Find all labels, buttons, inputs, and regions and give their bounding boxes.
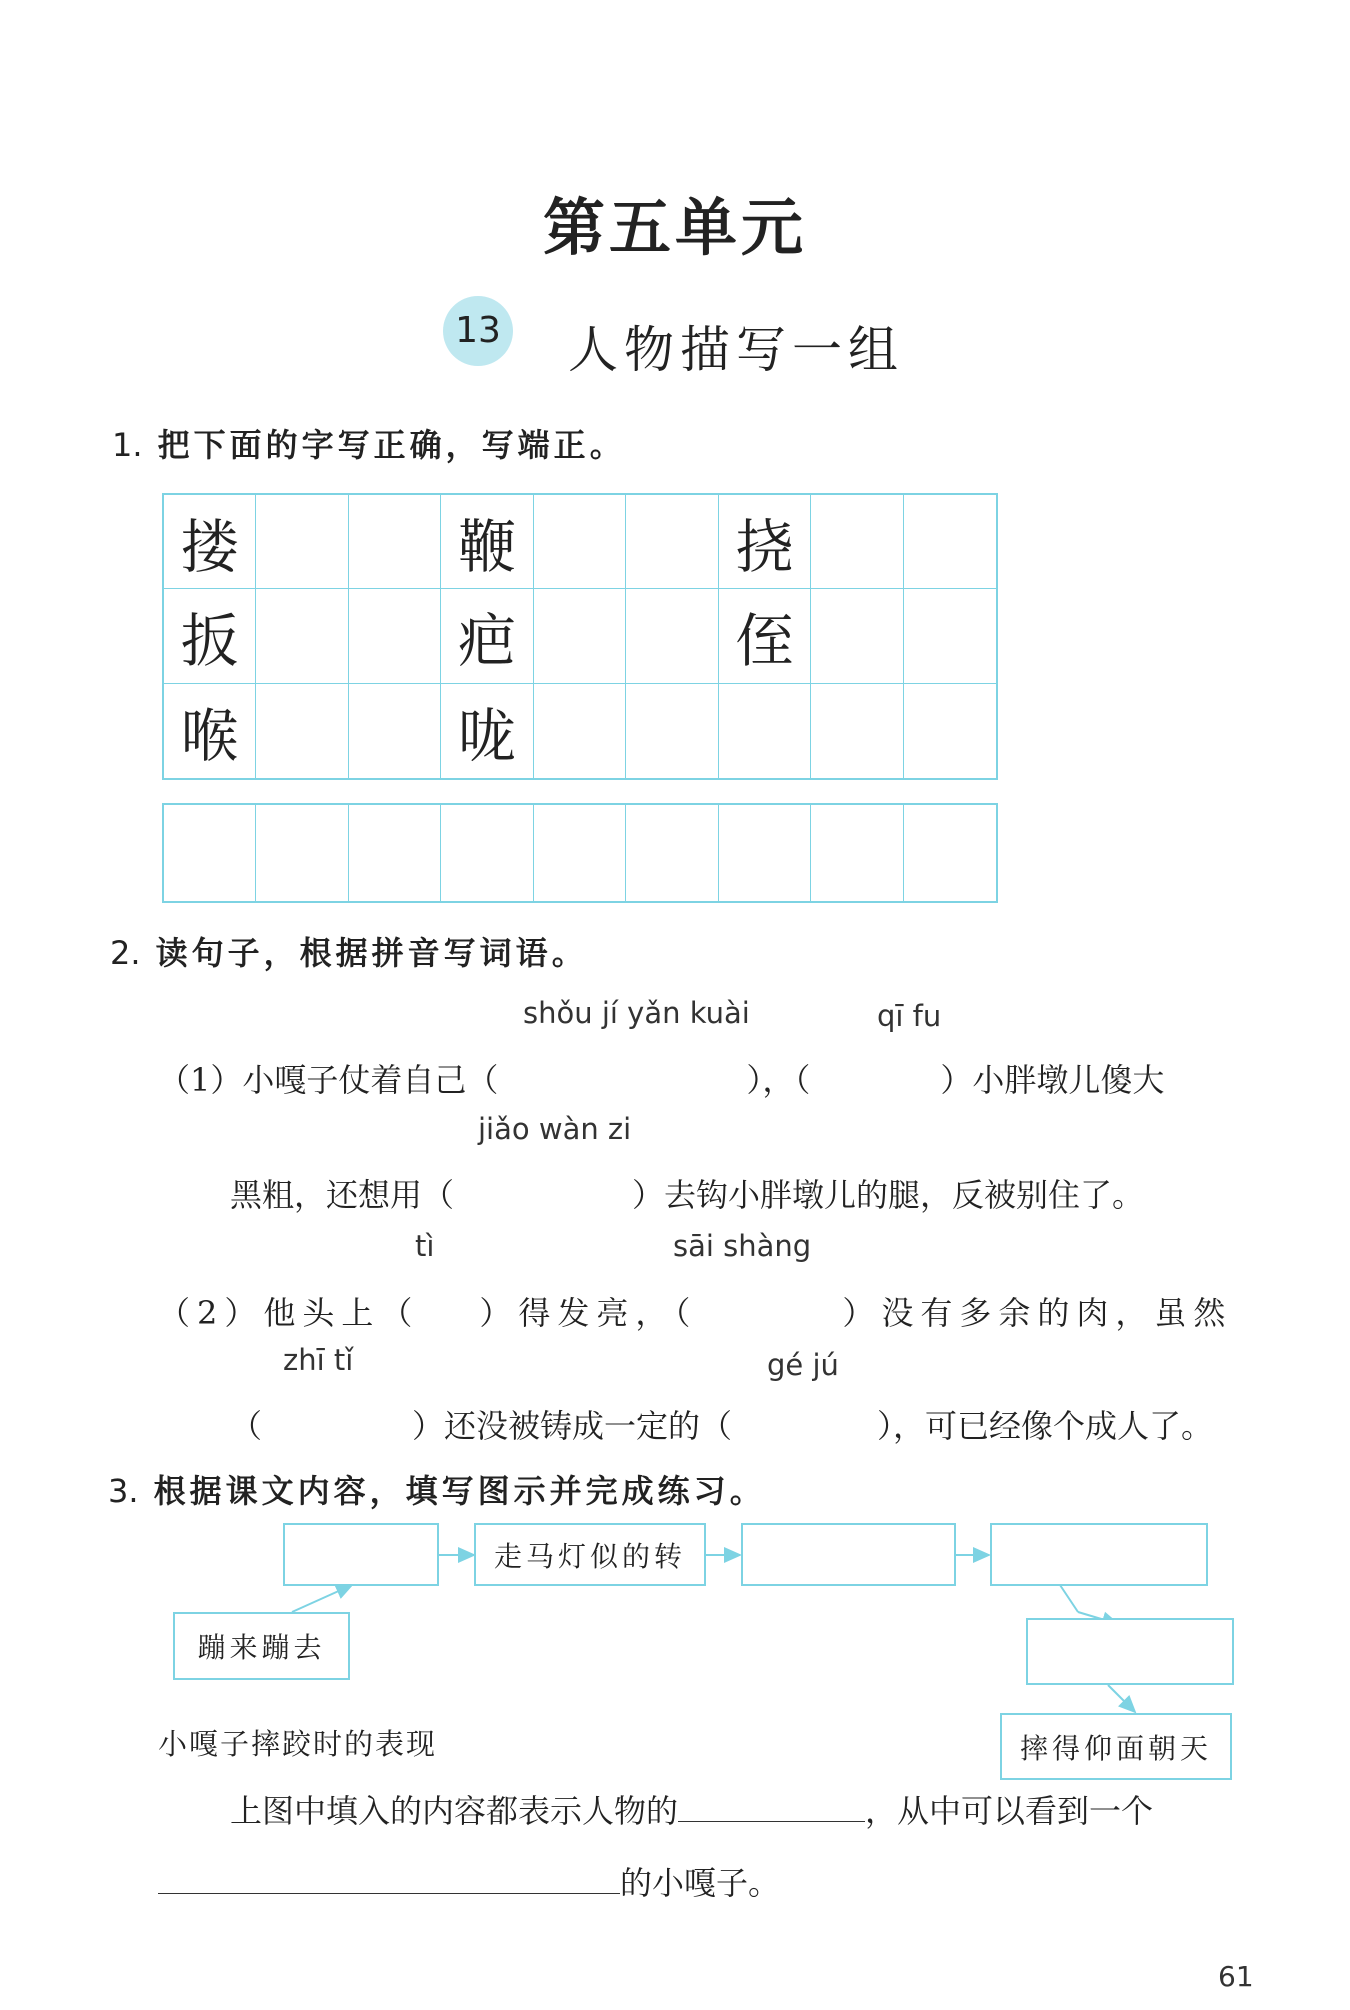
q3-sentence-c: 的小嘎子。 — [620, 1864, 781, 1902]
q1-end: 。 — [589, 426, 626, 464]
pinyin-jiao-wan-zi: jiǎo wàn zi — [478, 1112, 632, 1146]
flow-box-blank-5[interactable] — [1026, 1618, 1234, 1685]
flow-box-start: 蹦来蹦去 — [173, 1612, 350, 1680]
pinyin-qi-fu: qī fu — [877, 999, 942, 1033]
q2-item2-d: （ — [230, 1407, 263, 1445]
flow-box-2: 走马灯似的转 — [474, 1523, 706, 1586]
arrow-box5-to-end — [1108, 1685, 1135, 1712]
flow-box-end: 摔得仰面朝天 — [1000, 1713, 1232, 1780]
pinyin-sai-shang: sāi shàng — [673, 1229, 812, 1263]
q2-item2-f: ），可已经像个成人了。 — [877, 1407, 1214, 1445]
flow-box-blank-1[interactable] — [283, 1523, 439, 1586]
pinyin-shou-ji-yan-kuai: shǒu jí yǎn kuài — [523, 996, 750, 1030]
pinyin-zhi-ti: zhī tǐ — [283, 1343, 354, 1377]
q2-item1-c: ）小胖墩儿傻大 — [940, 1061, 1165, 1099]
lesson-number-badge: 13 — [443, 296, 513, 366]
grid-cell-char: 搂 — [164, 495, 256, 589]
q2-item2-e: ）还没被铸成一定的（ — [412, 1407, 733, 1445]
arrow-start-to-box1 — [292, 1585, 352, 1612]
flow-box-blank-3[interactable] — [741, 1523, 956, 1586]
q2-text: 读句子，根据拼音写词语 — [155, 934, 552, 972]
q2-item1-d: 黑粗，还想用（ — [230, 1176, 455, 1214]
grid-cell-char: 侄 — [719, 589, 811, 683]
q3-number: 3. — [108, 1472, 139, 1510]
q3-end: 。 — [729, 1472, 766, 1510]
blank-character-trait[interactable] — [158, 1863, 620, 1894]
grid-cell-char: 疤 — [441, 589, 533, 683]
q3-sentence-line1 — [230, 1786, 1153, 1832]
grid-cell-char: 鞭 — [441, 495, 533, 589]
q2-item1-b: ），（ — [746, 1061, 811, 1099]
arrow-box4-to-box5-a — [1060, 1585, 1078, 1612]
q2-item2-b: ）得发亮，（ — [479, 1294, 698, 1332]
q3-text: 根据课文内容，填写图示并完成练习 — [153, 1472, 730, 1510]
q2-end: 。 — [551, 934, 588, 972]
q2-item2-a: （2）他头上（ — [158, 1294, 420, 1332]
q1-number: 1. — [112, 426, 143, 464]
lesson-title: 人物描写一组 — [568, 321, 904, 379]
unit-title: 第五单元 — [542, 191, 807, 264]
page-number: 61 — [1218, 1960, 1254, 1993]
grid-cell-char: 挠 — [719, 495, 811, 589]
blank-description-type[interactable] — [678, 1791, 865, 1822]
grid-cell-char: 咙 — [441, 684, 533, 778]
q2-number: 2. — [110, 934, 141, 972]
flow-box-blank-4[interactable] — [990, 1523, 1208, 1586]
q2-item1-a: （1）小嘎子仗着自己（ — [158, 1061, 499, 1099]
q3-sentence-a: 上图中填入的内容都表示人物的 — [230, 1792, 679, 1830]
q1-text: 把下面的字写正确，写端正 — [157, 426, 590, 464]
flow-caption: 小嘎子摔跤时的表现 — [158, 1727, 438, 1761]
q2-item2-c: ）没有多余的肉，虽然 — [842, 1294, 1233, 1332]
q3-sentence-line2 — [158, 1858, 780, 1904]
grid-cell-char: 喉 — [164, 684, 256, 778]
pinyin-ti: tì — [415, 1229, 435, 1263]
grid-cell-char: 扳 — [164, 589, 256, 683]
q3-sentence-b: ，从中可以看到一个 — [865, 1792, 1154, 1830]
pinyin-ge-ju: gé jú — [767, 1348, 839, 1382]
q2-item1-e: ）去钩小胖墩儿的腿，反被别住了。 — [632, 1176, 1145, 1214]
